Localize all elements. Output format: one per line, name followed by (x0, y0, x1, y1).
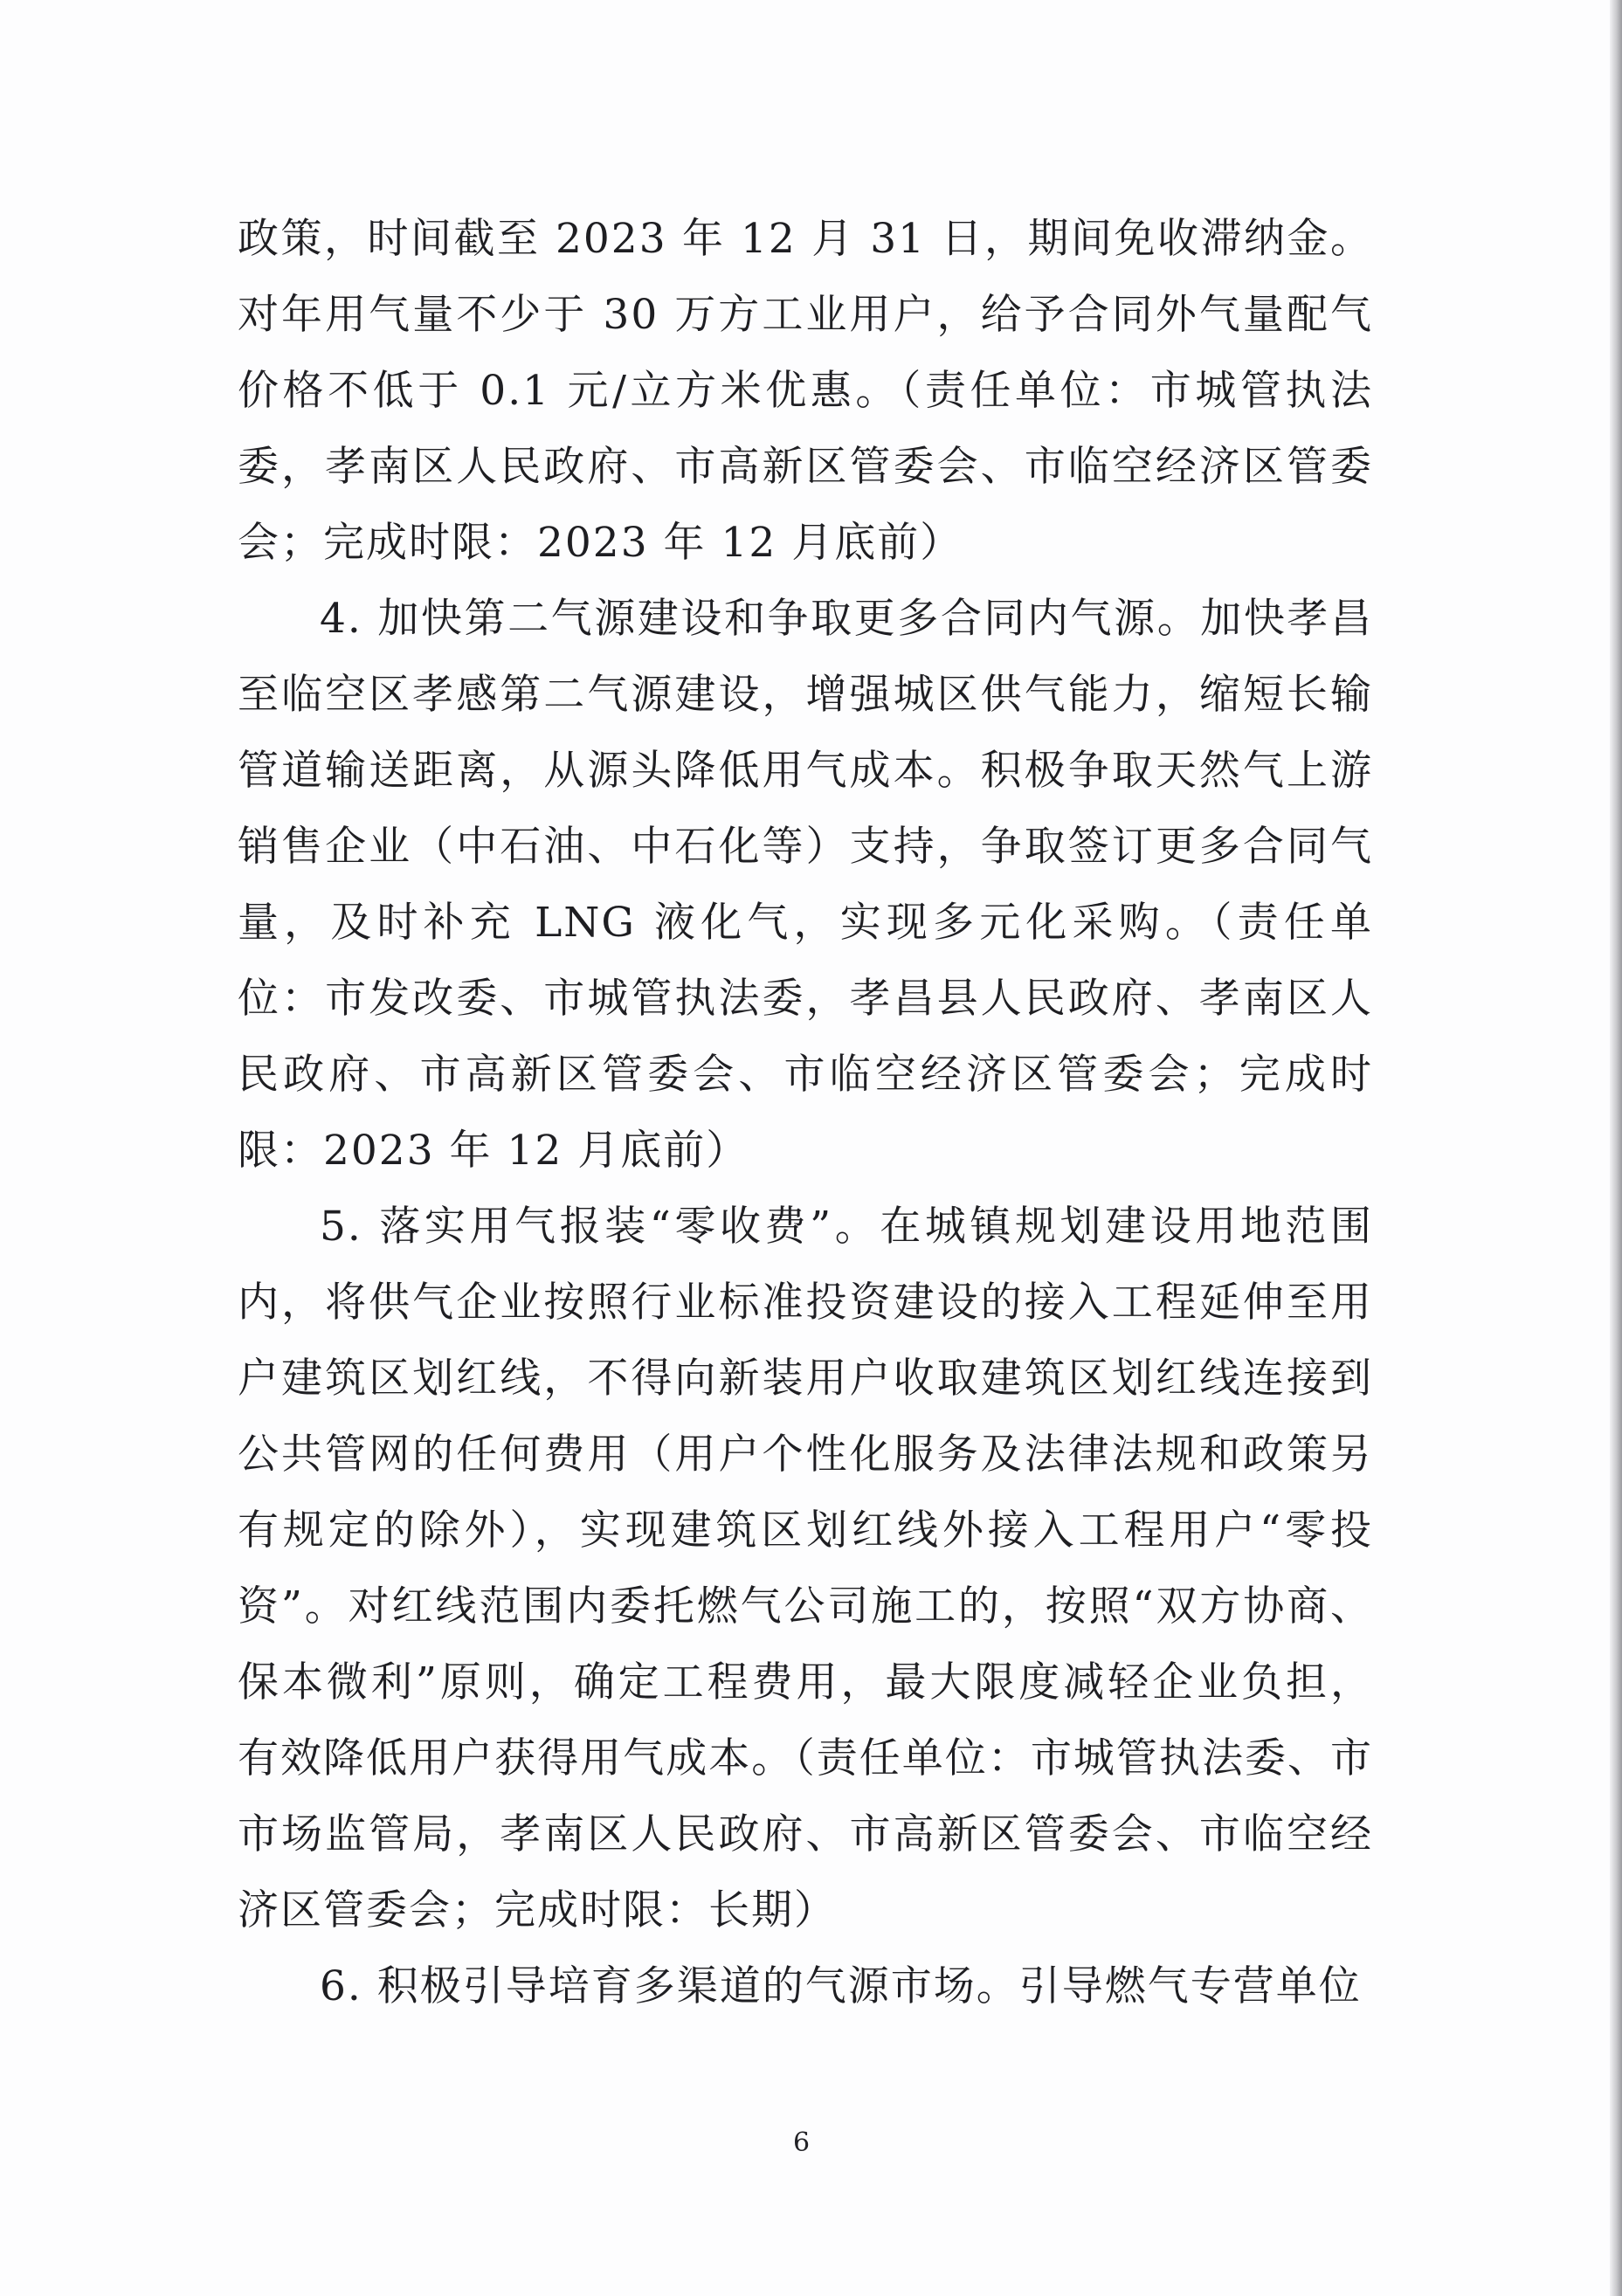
paragraph-item-6: 6. 积极引导培育多渠道的气源市场。引导燃气专营单位 (320, 1962, 1362, 2010)
paragraph-item-5: 5. 落实用气报装“零收费”。在城镇规划建设用地范围内，将供气企业按照行业标准投资建设的接入工程延伸至用户建筑区划红线，不得向新装用户收取建筑区划红线连接到公共管网的任何费用（用户个性化服务及法律法规和政策另有规定的除外），实现建筑区划红线外接入工程用户“零投资”。对红线范围内委托燃气公司施工的，按照“双方协商、保本微利”原则，确定工程费用，最大限度减轻企业负担，有效降低用户获得用气成本。（责任单位：市城管执法委、市市场监管局，孝南区人民政府、市高新区管委会、市临空经济区管委会；完成时限：长期） (238, 1203, 1373, 1934)
scan-edge-shadow (1610, 0, 1622, 2296)
page-number: 6 (792, 2127, 811, 2158)
paragraph-item-4: 4. 加快第二气源建设和争取更多合同内气源。加快孝昌至临空区孝感第二气源建设，增强城区供气能力，缩短长输管道输送距离，从源头降低用气成本。积极争取天然气上游销售企业（中石油、中石化等）支持，争取签订更多合同气量，及时补充 LNG 液化气，实现多元化采购。（责任单位：市发改委、市城管执法委，孝昌县人民政府、孝南区人民政府、市高新区管委会、市临空经济区管委会；完成时限：2023 年 12 月底前） (238, 595, 1373, 1175)
document-body (238, 201, 1373, 2024)
paragraph-continuation: 政策，时间截至 2023 年 12 月 31 日，期间免收滞纳金。对年用气量不少于 30 万方工业用户，给予合同外气量配气价格不低于 0.1 元/立方米优惠。（责任单位：市城管执法委，孝南区人民政府、市高新区管委会、市临空经济区管委会；完成时限：2023 年 12 月底前） (238, 215, 1373, 567)
